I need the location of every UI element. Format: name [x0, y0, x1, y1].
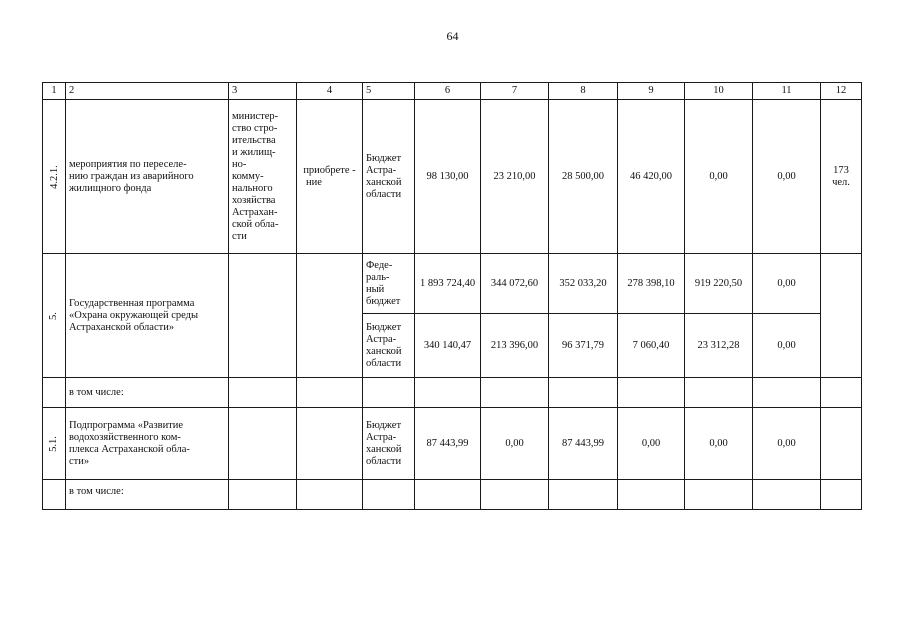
- text-line: Астраханской области»: [69, 321, 175, 333]
- empty-cell: [481, 480, 549, 510]
- mode-cell: [297, 408, 363, 480]
- empty-cell: [821, 480, 862, 510]
- header-cell-9: 9: [618, 83, 685, 100]
- empty-cell: [415, 480, 481, 510]
- executor-cell: [229, 254, 297, 378]
- value-cell-7: 23 210,00: [481, 100, 549, 254]
- text-line: водохозяйственного ком-: [69, 431, 181, 443]
- text-line: и жилищ-: [232, 146, 276, 158]
- executor-cell: [229, 408, 297, 480]
- text-line: мероприятия по переселе-: [69, 158, 187, 170]
- text-line: Астрахан-: [232, 206, 278, 218]
- row-number: 4.2.1.: [48, 164, 60, 189]
- empty-cell: [363, 480, 415, 510]
- value-cell-6: 1 893 724,40: [415, 254, 481, 314]
- value-cell-7: 0,00: [481, 408, 549, 480]
- including-label: в том числе:: [66, 378, 229, 408]
- text-line: плекса Астраханской обла-: [69, 443, 190, 455]
- empty-cell: [753, 378, 821, 408]
- text-line: Государственная программа: [69, 297, 195, 309]
- table-row-including: [43, 480, 862, 510]
- measure-name-cell: [66, 100, 229, 254]
- text-line: приобрете -: [303, 164, 356, 176]
- text-line: нию граждан из аварийного: [69, 170, 194, 182]
- funding-source-cell: [363, 408, 415, 480]
- text-line: Бюджет: [366, 419, 402, 431]
- text-line: ный: [366, 283, 385, 295]
- value-cell-10: 23 312,28: [685, 314, 753, 378]
- value-cell-8: 87 443,99: [549, 408, 618, 480]
- value-cell-8: 28 500,00: [549, 100, 618, 254]
- row-number: 5.: [48, 311, 59, 320]
- table-row-5-1: [43, 408, 862, 480]
- empty-cell: [549, 378, 618, 408]
- empty-cell: [43, 480, 66, 510]
- value-cell-6: 340 140,47: [415, 314, 481, 378]
- value-cell-10: 0,00: [685, 100, 753, 254]
- text-line: жилищного фонда: [69, 182, 152, 194]
- text-line: комму-: [232, 170, 264, 182]
- empty-cell: [363, 378, 415, 408]
- header-cell-8: 8: [549, 83, 618, 100]
- table-row-4-2-1: [43, 100, 862, 254]
- value-cell-9: 0,00: [618, 408, 685, 480]
- value-cell-11: 0,00: [753, 314, 821, 378]
- header-cell-6: 6: [415, 83, 481, 100]
- empty-cell: [821, 378, 862, 408]
- empty-cell: [229, 378, 297, 408]
- funding-source-cell: [363, 314, 415, 378]
- empty-cell: [229, 480, 297, 510]
- empty-cell: [685, 480, 753, 510]
- budget-table: [42, 82, 862, 510]
- text-line: «Охрана окружающей среды: [69, 309, 199, 321]
- text-line: ство стро-: [232, 122, 278, 134]
- text-line: хозяйства: [232, 194, 276, 206]
- row-number-cell: [43, 408, 66, 480]
- text-line: сти»: [69, 455, 90, 467]
- empty-cell: [297, 480, 363, 510]
- table-row-5-federal: [43, 254, 862, 314]
- value-cell-10: 0,00: [685, 408, 753, 480]
- row-number-cell: [43, 254, 66, 378]
- text-line: ханской: [366, 345, 402, 357]
- value-cell-7: 344 072,60: [481, 254, 549, 314]
- header-cell-11: 11: [753, 83, 821, 100]
- program-name-cell: [66, 254, 229, 378]
- empty-cell: [297, 378, 363, 408]
- value-cell-8: 96 371,79: [549, 314, 618, 378]
- text-line: Подпрограмма «Развитие: [69, 419, 184, 431]
- value-cell-10: 919 220,50: [685, 254, 753, 314]
- header-cell-7: 7: [481, 83, 549, 100]
- table-row-including: [43, 378, 862, 408]
- text-line: 173: [833, 164, 849, 176]
- mode-cell: [297, 100, 363, 254]
- text-line: Астра-: [366, 333, 397, 345]
- value-cell-9: 7 060,40: [618, 314, 685, 378]
- value-cell-6: 98 130,00: [415, 100, 481, 254]
- header-cell-4: 4: [297, 83, 363, 100]
- value-cell-11: 0,00: [753, 408, 821, 480]
- including-label: в том числе:: [66, 480, 229, 510]
- text-line: ние: [306, 176, 322, 188]
- header-cell-2: 2: [66, 83, 229, 100]
- text-line: Астра-: [366, 431, 397, 443]
- text-line: Астра-: [366, 164, 397, 176]
- text-line: Бюджет: [366, 152, 402, 164]
- mode-cell: [297, 254, 363, 378]
- value-cell-9: 46 420,00: [618, 100, 685, 254]
- value-cell-6: 87 443,99: [415, 408, 481, 480]
- text-line: ханской: [366, 443, 402, 455]
- funding-source-cell: [363, 254, 415, 314]
- header-cell-1: 1: [43, 83, 66, 100]
- value-cell-11: 0,00: [753, 254, 821, 314]
- result-cell: [821, 408, 862, 480]
- empty-cell: [685, 378, 753, 408]
- header-row: [43, 83, 862, 100]
- text-line: министер-: [232, 110, 279, 122]
- empty-cell: [753, 480, 821, 510]
- header-cell-12: 12: [821, 83, 862, 100]
- text-line: сти: [232, 230, 247, 242]
- value-cell-9: 278 398,10: [618, 254, 685, 314]
- text-line: области: [366, 357, 402, 369]
- text-line: раль-: [366, 271, 390, 283]
- result-cell: [821, 100, 862, 254]
- header-cell-10: 10: [685, 83, 753, 100]
- text-line: Бюджет: [366, 321, 402, 333]
- text-line: ханской: [366, 176, 402, 188]
- text-line: ской обла-: [232, 218, 279, 230]
- text-line: бюджет: [366, 295, 401, 307]
- empty-cell: [618, 378, 685, 408]
- empty-cell: [481, 378, 549, 408]
- page-number: 64: [446, 29, 459, 43]
- empty-cell: [549, 480, 618, 510]
- empty-cell: [618, 480, 685, 510]
- text-line: но-: [232, 158, 247, 170]
- row-number-cell: [43, 100, 66, 254]
- text-line: нального: [232, 182, 273, 194]
- value-cell-8: 352 033,20: [549, 254, 618, 314]
- subprogram-name-cell: [66, 408, 229, 480]
- header-cell-3: 3: [229, 83, 297, 100]
- funding-source-cell: [363, 100, 415, 254]
- text-line: области: [366, 188, 402, 200]
- value-cell-7: 213 396,00: [481, 314, 549, 378]
- text-line: ительства: [232, 134, 276, 146]
- value-cell-11: 0,00: [753, 100, 821, 254]
- text-line: области: [366, 455, 402, 467]
- text-line: Феде-: [366, 259, 393, 271]
- empty-cell: [415, 378, 481, 408]
- row-number: 5.1.: [48, 435, 59, 452]
- header-cell-5: 5: [363, 83, 415, 100]
- executor-cell: [229, 100, 297, 254]
- text-line: чел.: [832, 176, 850, 188]
- result-cell: [821, 254, 862, 378]
- empty-cell: [43, 378, 66, 408]
